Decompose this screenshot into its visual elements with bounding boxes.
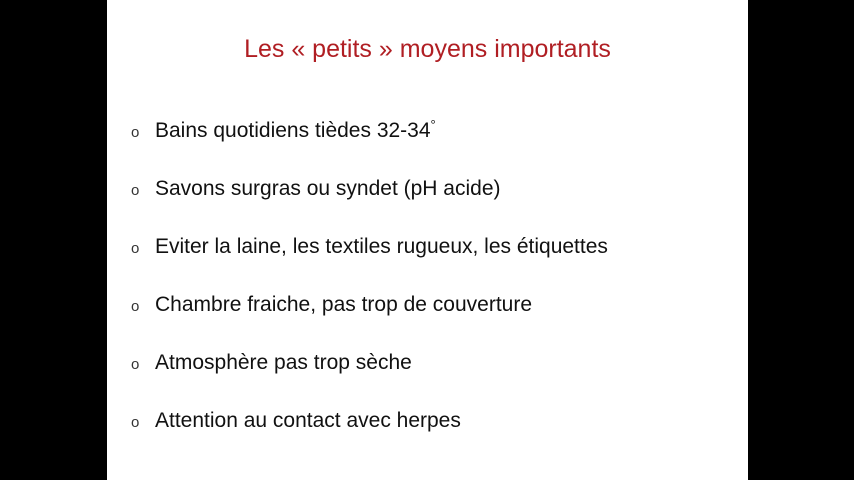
bullet-item (131, 405, 608, 463)
degree-superscript: ° (430, 117, 436, 132)
bullet-item (131, 173, 608, 231)
bullet-list (131, 115, 608, 463)
bullet-marker-icon: o (131, 124, 140, 141)
bullet-marker-icon: o (131, 356, 140, 373)
bullet-text: Atmosphère pas trop sèche (155, 351, 412, 374)
bullet-item (131, 231, 608, 289)
bullet-text: Attention au contact avec herpes (155, 409, 461, 432)
slide-title: Les « petits » moyens importants (244, 35, 611, 63)
bullet-item (131, 115, 608, 173)
bullet-text: Savons surgras ou syndet (pH acide) (155, 177, 501, 200)
bullet-text (155, 115, 436, 147)
bullet-text-main: Bains quotidiens tièdes 32-34 (155, 119, 431, 142)
bullet-item (131, 347, 608, 405)
slide (107, 0, 748, 480)
bullet-marker-icon: o (131, 298, 140, 315)
bullet-text: Eviter la laine, les textiles rugueux, les étiquettes (155, 235, 608, 258)
bullet-item (131, 289, 608, 347)
bullet-text: Chambre fraiche, pas trop de couverture (155, 293, 533, 316)
bullet-marker-icon: o (131, 240, 140, 257)
bullet-marker-icon: o (131, 182, 140, 199)
bullet-marker-icon: o (131, 414, 140, 431)
